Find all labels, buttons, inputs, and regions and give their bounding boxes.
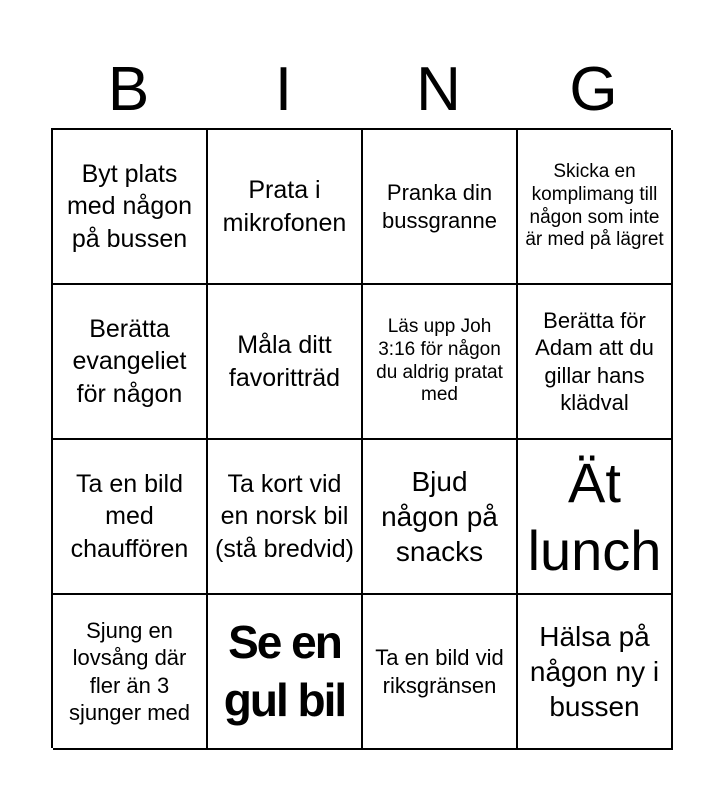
bingo-cell[interactable]: Skicka en komplimang till någon som inte är med på lägret xyxy=(518,130,673,285)
bingo-cell[interactable]: Pranka din bussgranne xyxy=(363,130,518,285)
bingo-cell[interactable]: Berätta för Adam att du gillar hans klädval xyxy=(518,285,673,440)
header-letter-b: B xyxy=(107,55,150,124)
bingo-cell[interactable]: Berätta evangeliet för någon xyxy=(53,285,208,440)
bingo-cell[interactable]: Ta en bild vid riksgränsen xyxy=(363,595,518,750)
bingo-cell[interactable]: Ät lunch xyxy=(518,440,673,595)
bingo-cell[interactable]: Ta kort vid en norsk bil (stå bredvid) xyxy=(208,440,363,595)
bingo-board xyxy=(51,128,671,748)
header-letter-g: G xyxy=(569,55,618,124)
header-letter-n: N xyxy=(416,55,461,124)
bingo-cell[interactable]: Prata i mikrofonen xyxy=(208,130,363,285)
header-letter-i: I xyxy=(274,55,293,124)
bingo-cell[interactable]: Byt plats med någon på bussen xyxy=(53,130,208,285)
bingo-cell-free[interactable]: Se en gul bil xyxy=(208,595,363,750)
bingo-header xyxy=(51,52,671,128)
bingo-cell[interactable]: Sjung en lovsång där fler än 3 sjunger med xyxy=(53,595,208,750)
bingo-cell[interactable]: Måla ditt favoritträd xyxy=(208,285,363,440)
bingo-cell[interactable]: Hälsa på någon ny i bussen xyxy=(518,595,673,750)
bingo-cell[interactable]: Läs upp Joh 3:16 för någon du aldrig pratat med xyxy=(363,285,518,440)
bingo-cell[interactable]: Bjud någon på snacks xyxy=(363,440,518,595)
bingo-cell[interactable]: Ta en bild med chauffören xyxy=(53,440,208,595)
